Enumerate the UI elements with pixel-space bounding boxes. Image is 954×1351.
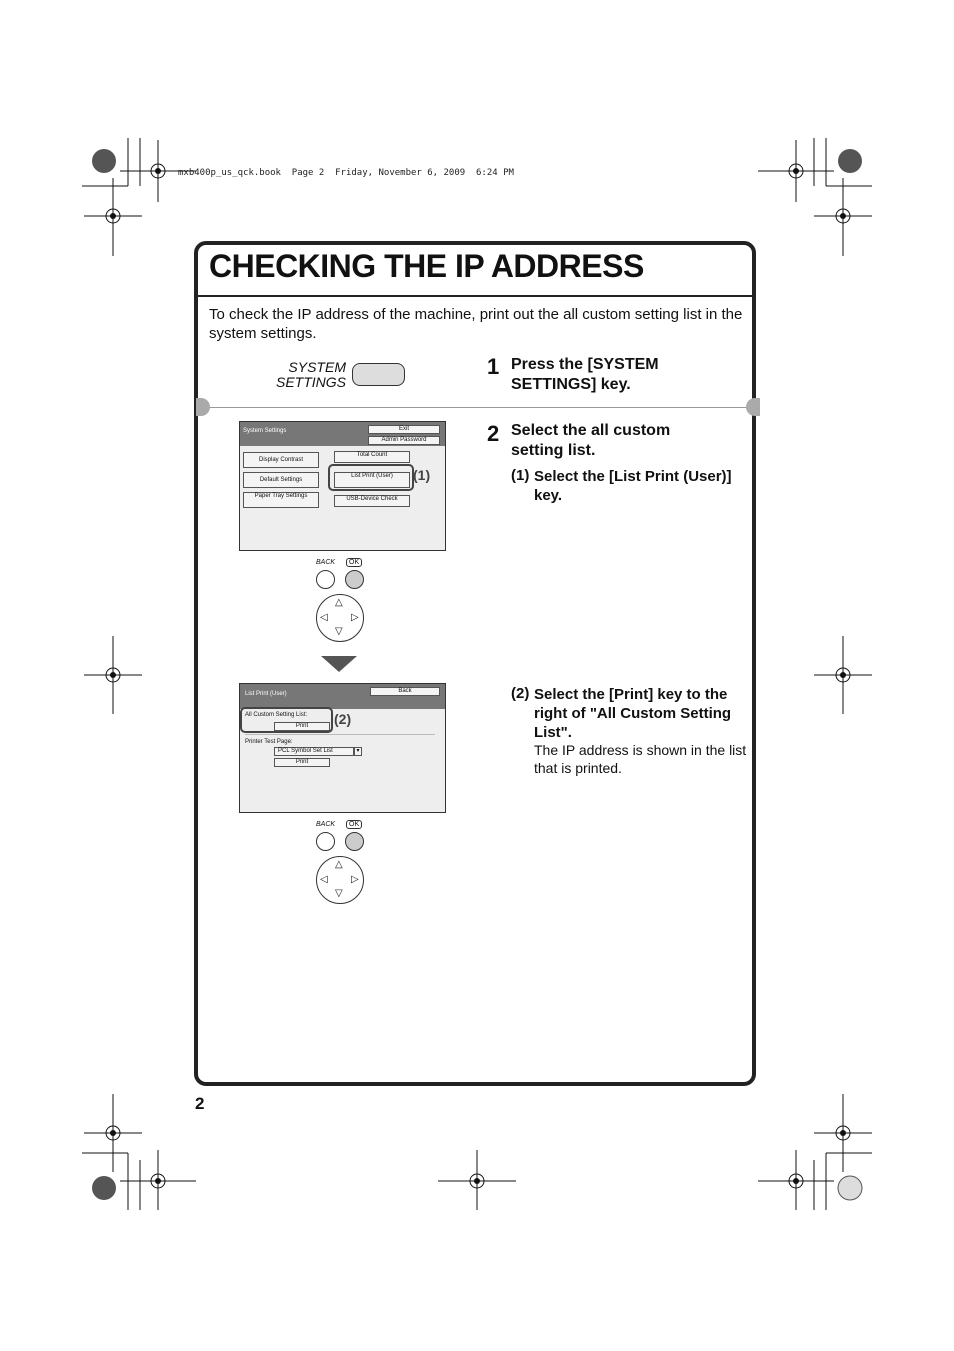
screen2-title: List Print (User) <box>245 691 287 697</box>
ok-button[interactable] <box>345 570 364 589</box>
substep-1-text: Select the [List Print (User)] key. <box>534 468 732 504</box>
system-settings-label <box>272 360 346 390</box>
back-screen-button[interactable]: Back <box>370 687 440 696</box>
total-count-button[interactable]: Total Count <box>334 451 410 463</box>
screen2-divider <box>245 734 435 735</box>
list-print-user-button[interactable]: List Print (User) <box>334 472 410 488</box>
list-print-screen <box>239 683 446 813</box>
substep-2-note: The IP address is shown in the list that is printed. <box>534 742 747 776</box>
left-arrow-icon[interactable]: ◁ <box>320 874 328 885</box>
paper-tray-settings-button[interactable]: Paper Tray Settings <box>243 492 319 508</box>
next-arrow-icon <box>321 656 357 672</box>
ok-label-2: OK <box>346 820 362 829</box>
system-label-line1: SYSTEM <box>288 359 346 375</box>
print-all-custom-button[interactable]: Print <box>274 722 330 731</box>
print-header: mxb400p_us_qck.book Page 2 Friday, November 6, 2009 6:24 PM <box>178 168 514 178</box>
down-arrow-icon[interactable]: ▽ <box>335 626 343 637</box>
step-2-number: 2 <box>487 421 500 446</box>
ok-button-2[interactable] <box>345 832 364 851</box>
display-contrast-button[interactable]: Display Contrast <box>243 452 319 468</box>
up-arrow-icon[interactable]: △ <box>335 597 343 608</box>
default-settings-button[interactable]: Default Settings <box>243 472 319 488</box>
all-custom-label: All Custom Setting List: <box>245 712 308 718</box>
step-1-text: Press the [SYSTEM SETTINGS] key. <box>511 356 659 393</box>
up-arrow-icon[interactable]: △ <box>335 859 343 870</box>
intro-text: To check the IP address of the machine, print out the all custom setting list in the system settings. <box>209 306 743 342</box>
substep-2-text: Select the [Print] key to the right of "All Custom Setting List". <box>534 686 732 741</box>
step-2-text: Select the all custom setting list. <box>511 422 671 459</box>
right-arrow-icon[interactable]: ▷ <box>351 874 359 885</box>
back-button-2[interactable] <box>316 832 335 851</box>
direction-pad[interactable] <box>316 594 364 642</box>
print-callout <box>240 707 333 733</box>
list-print-callout <box>328 464 414 491</box>
substep-1-number: (1) <box>511 467 530 484</box>
usb-device-check-button[interactable]: USB-Device Check <box>334 495 410 507</box>
admin-password-button[interactable]: Admin Password <box>368 436 440 445</box>
substep-2-number: (2) <box>511 685 530 702</box>
callout-2-label: (2) <box>334 711 352 727</box>
step-1-number: 1 <box>487 354 500 379</box>
dropdown-arrow-icon[interactable]: ▾ <box>354 747 362 756</box>
back-button[interactable] <box>316 570 335 589</box>
divider-tab-right <box>746 398 760 416</box>
system-label-line2: SETTINGS <box>275 374 346 390</box>
right-arrow-icon[interactable]: ▷ <box>351 612 359 623</box>
ok-label: OK <box>346 558 362 567</box>
step-divider <box>198 407 754 408</box>
back-label: BACK <box>316 559 336 566</box>
print-test-page-button[interactable]: Print <box>274 758 330 767</box>
back-label-2: BACK <box>316 821 336 828</box>
down-arrow-icon[interactable]: ▽ <box>335 888 343 899</box>
pcl-select[interactable]: PCL Symbol Set List <box>274 747 354 756</box>
left-arrow-icon[interactable]: ◁ <box>320 612 328 623</box>
callout-1-label: (1) <box>413 467 431 483</box>
direction-pad-2[interactable] <box>316 856 364 904</box>
screen-title: System Settings <box>243 428 287 434</box>
page-number: 2 <box>195 1094 205 1113</box>
system-settings-key[interactable] <box>352 363 405 386</box>
printer-test-page-label: Printer Test Page: <box>245 739 293 745</box>
title-divider <box>198 295 754 297</box>
page-title: CHECKING THE IP ADDRESS <box>209 248 644 284</box>
exit-button[interactable]: Exit <box>368 425 440 434</box>
